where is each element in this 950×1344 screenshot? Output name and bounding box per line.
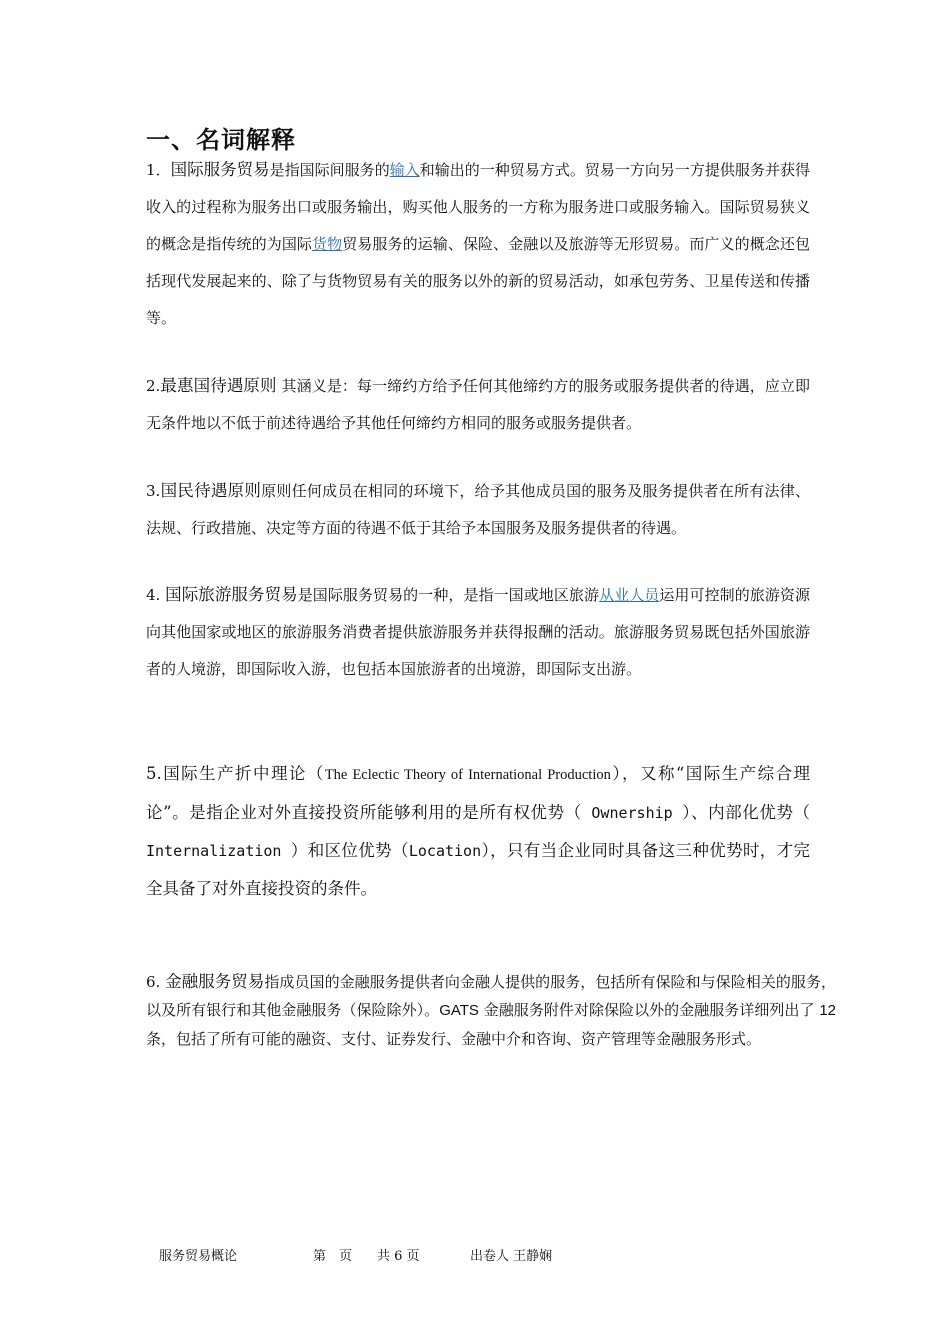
term-national-treatment: 国民待遇原则 bbox=[160, 481, 262, 500]
term-mfn-principle: 最惠国待遇原则 bbox=[160, 376, 277, 395]
definition-text: 运用可控制的旅游资源向其他国家或地区的旅游服务消费者提供旅游服务并获得报酬的活动。旅游服务贸易既包括外国旅游者的人境游，即国际收入游，也包括本国旅游者的出境游，即国际支出游。 bbox=[146, 586, 810, 678]
definition-text: 原则任何成员在相同的环境下，给予其他成员国的服务及服务提供者在所有法律、法规、行政措施、决定等方面的待遇不低于其给予本国服务及服务提供者的待遇。 bbox=[146, 482, 810, 537]
definition-text: 条，包括了所有可能的融资、支付、证券发行、金融中介和咨询、资产管理等金融服务形式。 bbox=[146, 1030, 762, 1048]
definition-number: 4. bbox=[146, 586, 166, 604]
definition-text: 和输出的一种贸易方式。贸易一方向另一方提供服务并获得收入的过程称为服务出口或服务输出，购买他人服务的一方称为服务进口或服务输入。国际贸易狭义的概念是指传统的为国际 bbox=[146, 161, 810, 253]
definition-text: ），又称“国际生产综合理论”。是指企业对外直接投资所能够利用的是所有权优势（ bbox=[146, 764, 811, 822]
footer-author: 出卷人 王静娴 bbox=[470, 1249, 553, 1264]
link-goods[interactable]: 货物 bbox=[312, 235, 343, 253]
term-financial-service-trade: 金融服务贸易 bbox=[165, 972, 265, 991]
definition-text: ），只有当企业同时具备这三种优势时，才完全具备了对外直接投资的条件。 bbox=[146, 841, 811, 898]
definition-4 bbox=[146, 576, 810, 688]
definition-1 bbox=[146, 151, 810, 337]
definition-text: 金融服务附件对除保险以外的金融服务详细列出了 bbox=[478, 1001, 820, 1019]
term-tourism-service-trade: 国际旅游服务贸易 bbox=[165, 585, 298, 604]
definition-text: 贸易服务的运输、保险、金融以及旅游等无形贸易。而广义的概念还包括现代发展起来的、除了与货物贸易有关的服务以外的新的贸易活动，如承包劳务、卫星传送和传播等。 bbox=[146, 235, 810, 327]
definition-number: 5. bbox=[146, 764, 162, 783]
paren: （ bbox=[306, 764, 325, 783]
definition-number: 6. bbox=[146, 973, 166, 991]
item-count: 12 bbox=[819, 1002, 836, 1019]
definition-2 bbox=[146, 367, 810, 442]
definition-5 bbox=[146, 755, 810, 907]
definition-text: ）、内部化优势（ bbox=[682, 803, 811, 822]
gats-label: GATS bbox=[439, 1002, 479, 1019]
definition-number: 1． bbox=[146, 161, 171, 179]
definition-text: 其涵义是：每一缔约方给予任何其他缔约方的服务或服务提供者的待遇，应立即无条件地以不低于前述待遇给予其他任何缔约方相同的服务或服务提供者。 bbox=[146, 377, 810, 432]
term-ownership: Ownership bbox=[581, 804, 683, 822]
definition-number: 3. bbox=[146, 482, 161, 500]
definition-number: 2. bbox=[146, 377, 161, 395]
definition-text: 是指国际间服务的 bbox=[269, 161, 390, 179]
footer-page-number: 第 页 bbox=[313, 1249, 353, 1264]
term-location: Location bbox=[408, 842, 482, 860]
footer-course-name: 服务贸易概论 bbox=[159, 1249, 238, 1264]
section-title: 一、名词解释 bbox=[146, 126, 296, 154]
footer-page-total: 共 6 页 bbox=[377, 1249, 420, 1264]
definition-text: ）和区位优势（ bbox=[290, 841, 409, 860]
term-eclectic-theory: 国际生产折中理论 bbox=[161, 764, 307, 783]
term-international-service-trade: 国际服务贸易 bbox=[170, 160, 270, 179]
definition-6 bbox=[146, 968, 836, 1053]
english-term: The Eclectic Theory of International Production bbox=[324, 767, 611, 783]
link-input[interactable]: 输入 bbox=[389, 161, 420, 179]
definition-text: 指成员国的金融服务提供者向金融人提供的服务，包括所有保险和与保险相关的服务，以及所有银行和其他金融服务（保险除外）。 bbox=[146, 973, 836, 1019]
definition-3 bbox=[146, 472, 810, 547]
term-internalization: Internalization bbox=[146, 842, 291, 860]
definition-text: 是国际服务贸易的一种，是指一国或地区旅游 bbox=[297, 586, 600, 604]
link-practitioners[interactable]: 从业人员 bbox=[599, 586, 660, 604]
